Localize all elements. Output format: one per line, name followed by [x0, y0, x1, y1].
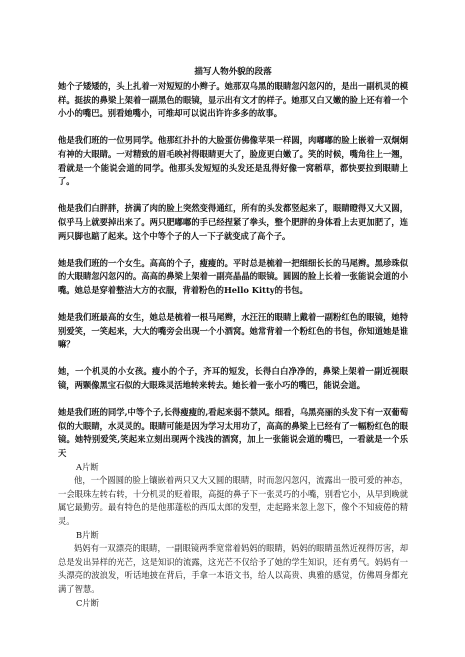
- paragraph-7: 她是我们班的同学,中等个子,长得瘦瘦的,看起来弱不禁风。细看，乌黑亮丽的头发下有一双葡萄似的大眼睛，水灵灵的。眼睛可能是因为学习太用功了，高高的鼻梁上已经有了一幅粉红色的眼镜。她特别爱笑,笑起来立刻出现两个浅浅的酒窝，加上一张能说会道的嘴巴，一看就是一个乐天: [58, 407, 408, 459]
- paragraph-gap: [58, 298, 408, 312]
- paragraph-gap: [58, 121, 408, 135]
- section-heading-c: C片断: [76, 597, 99, 608]
- paragraph-gap: [58, 352, 408, 366]
- paragraph-gap: [58, 189, 408, 203]
- paragraph-6: 她，一个机灵的小女孩。瘦小的个子，齐耳的短发，长得白白净净的，鼻梁上架着一副近视眼镜，两颗像黑宝石似的大眼珠灵活地转来转去。她长着一张小巧的嘴巴，能说会道。: [58, 366, 408, 391]
- section-heading-b: B片断: [76, 529, 99, 540]
- section-heading-a: A片断: [76, 461, 99, 472]
- paragraph-3: 他是我们白胖胖，挤满了肉的脸上突然变得通红，所有的头发都竖起来了，眼睛瞪得又大又圆，似乎马上就要掉出来了。两只肥嘟嘟的手已经捏紧了拳头，整个肥胖的身体看上去更加肥了，连两只脚也踮了起来。这个中等个子的人一下子就变成了高个子。: [58, 203, 408, 241]
- paragraph-5: 她是我们班最高的女生，她总是梳着一根马尾辫，水汪汪的眼睛上戴着一副粉红色的眼镜，她特别爱笑，一笑起来，大大的嘴旁会出现一个小酒窝。她常背着一个粉红色的书包，你知道她是谁嘛？: [58, 312, 408, 350]
- paragraph-gap: [58, 243, 408, 257]
- section-text-a: 他，一个圆圆的脸上镶嵌着两只又大又圆的眼睛，时而忽闪忽闪，流露出一股可爱的神态，一会眼珠左转右转，十分机灵的贬着眼，高挺的鼻子下一张灵巧的小嘴，别看它小，从早到晚就属它最勤劳。最有特色的是他那蓬松的西瓜太郎的发型，走起路来忽上忽下，像个不知疲倦的精灵。: [58, 475, 408, 526]
- paragraph-4: 她是我们班的一个女生。高高的个子，瘦瘦的。平时总是梳着一把细细长长的马尾辫。黑珍珠似的大眼睛忽闪忽闪的。高高的鼻梁上架着一副亮晶晶的眼镜。圆圆的脸上长着一张能说会道的小嘴。她总是穿着整洁大方的衣服，背着粉色的Hello Kitty的书包。: [58, 257, 408, 295]
- paragraph-gap: [58, 393, 408, 407]
- document-page: [58, 66, 408, 610]
- document-title: 描写人物外貌的段落: [194, 67, 272, 77]
- paragraph-1: 她个子矮矮的，头上扎着一对短短的小辫子。她那双乌黑的眼睛忽闪忽闪的，是出一副机灵的模样。挺拔的鼻梁上架着一副黑色的眼镜，显示出有文才的样子。她那又白又嫩的脸上还有着一个小小的嘴巴。别看她嘴小，可维却可以说出许许多多的故事。: [58, 81, 408, 119]
- section-text-b: 妈妈有一双漂亮的眼睛，一副眼镜两季宽常着妈妈的眼睛，妈妈的眼睛虽然近视得厉害，却总是发出异样的光芒，这是知识的流露，这光芒不仅给予了她的学生知识，还有勇气。妈妈有一头漂亮的波浪发，听话地披在背后，手拿一本语文书，给人以高贵、典雅的感觉，仿佛周身都充满了智慧。: [58, 543, 408, 594]
- paragraph-2: 他是我们班的一位男同学。他那红扑扑的大脸蛋仿佛像苹果一样圆，肉嘟嘟的脸上嵌着一双炯炯有神的大眼睛。一对精致的眉毛映衬得眼睛更大了，脸庞更白嫩了。笑的时候，嘴角往上一翘，看就是一个能说会道的同学。他那头发短短的头发还是乱得好像一窝稻草，都快要拉到眼睛上了。: [58, 135, 408, 187]
